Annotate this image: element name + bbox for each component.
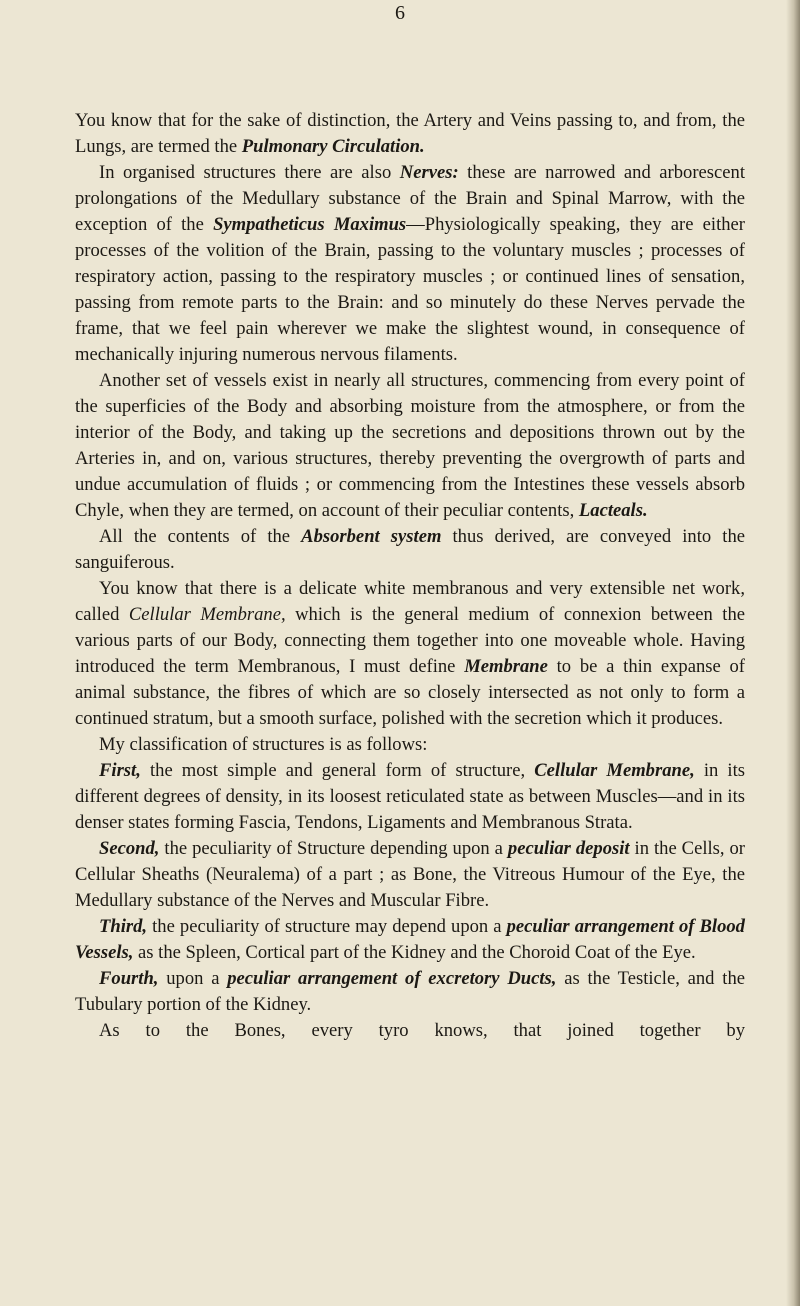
text-run: as the Testicle, and the Tubulary portion of the Kidney.	[75, 968, 745, 1015]
text-run: the peculiarity of Structure depending upon a	[159, 838, 508, 859]
text-run: —Physiologically speaking, they are either processes of the volition of the Brain, passing to the voluntary muscles ; processes of respiratory action, passing to the respiratory muscles ; or continued lines of sensation, passing from remote parts to the Brain: and so minutely do these Nerves pervade the frame, that we feel pain wherever we make the slightest wound, in consequence of mechanically injuring numerous nervous filaments.	[75, 214, 745, 365]
paragraph-pulmonary	[75, 108, 745, 160]
emphasis-text: Pulmonary Circulation.	[241, 136, 425, 157]
text-run: You know that for the sake of distinction, the Artery and Veins passing to, and from, the Lungs, are termed the	[75, 110, 745, 157]
text-run: upon a	[158, 968, 228, 989]
emphasis-text: Membrane	[464, 656, 548, 677]
emphasis-text: Cellular Membrane,	[534, 760, 695, 781]
text-run: these are narrowed and arborescent prolongations of the Medullary substance of the Brain and Spinal Marrow, with the exception of the	[75, 162, 745, 235]
paragraph-second	[75, 836, 745, 914]
body-text	[75, 108, 745, 1044]
text-run: thus derived, are conveyed into the sanguiferous.	[75, 526, 746, 573]
paragraph-absorbent-vessels	[75, 368, 745, 524]
paragraph-cellular-membrane	[75, 576, 745, 732]
emphasis-text: Fourth,	[99, 968, 159, 989]
emphasis-text: peculiar arrangement of excretory Ducts,	[227, 968, 557, 989]
emphasis-text: Third,	[99, 916, 148, 937]
text-run: as the Spleen, Cortical part of the Kidney and the Choroid Coat of the Eye.	[133, 942, 696, 963]
emphasis-text: Second,	[99, 838, 160, 859]
emphasis-text: peculiar deposit	[507, 838, 630, 859]
paragraph-first	[75, 758, 745, 836]
text-run: As to the Bones, every tyro knows, that joined together by	[99, 1020, 745, 1041]
text-run: to be a thin expanse of animal substance, the fibres of which are so closely intersected as not only to form a continued stratum, but a smooth surface, polished with the secretion which it produces.	[75, 656, 745, 729]
page-number: 6	[395, 2, 405, 24]
paragraph-classification	[75, 732, 745, 758]
paragraph-absorbent-system	[75, 524, 745, 576]
text-run: which is the general medium of connexion between the various parts of our Body, connecting them together into one moveable whole. Having introduced the term Membranous, I must define	[75, 604, 746, 677]
paragraph-bones	[75, 1018, 745, 1044]
emphasis-text: First,	[99, 760, 141, 781]
emphasis-text: peculiar arrangement of Blood Vessels,	[75, 916, 745, 963]
text-run: My classification of structures is as follows:	[99, 734, 428, 755]
text-run: the most simple and general form of structure,	[140, 760, 535, 781]
text-run: All the contents of the	[99, 526, 302, 547]
paragraph-fourth	[75, 966, 745, 1018]
emphasis-text: Absorbent system	[301, 526, 442, 547]
text-run: in its different degrees of density, in its loosest reticulated state as between Muscles—and in its denser states forming Fascia, Tendons, Ligaments and Membranous Strata.	[75, 760, 745, 833]
emphasis-text: Nerves:	[399, 162, 459, 183]
emphasis-text: Lacteals.	[578, 500, 648, 521]
text-run: You know that there is a delicate white membranous and very extensible net work, called	[75, 578, 745, 625]
emphasis-text: Cellular Membrane,	[128, 604, 286, 625]
paragraph-third	[75, 914, 745, 966]
page-edge-shadow	[786, 0, 800, 1306]
text-run: Another set of vessels exist in nearly all structures, commencing from every point of the superficies of the Body and absorbing moisture from the atmosphere, or from the interior of the Body, and taking up the secretions and depositions thrown out by the Arteries in, and on, various structures, thereby preventing the overgrowth of parts and undue accumulation of fluids ; or commencing from the Intestines these vessels absorb Chyle, when they are termed, on account of their peculiar contents,	[75, 370, 745, 521]
text-run: In organised structures there are also	[99, 162, 400, 183]
emphasis-text: Sympatheticus Maximus	[213, 214, 407, 235]
text-run: the peculiarity of structure may depend upon a	[147, 916, 507, 937]
paragraph-nerves	[75, 160, 745, 368]
text-run: in the Cells, or Cellular Sheaths (Neuralema) of a part ; as Bone, the Vitreous Humour of the Eye, the Medullary substance of the Nerves and Muscular Fibre.	[75, 838, 745, 911]
